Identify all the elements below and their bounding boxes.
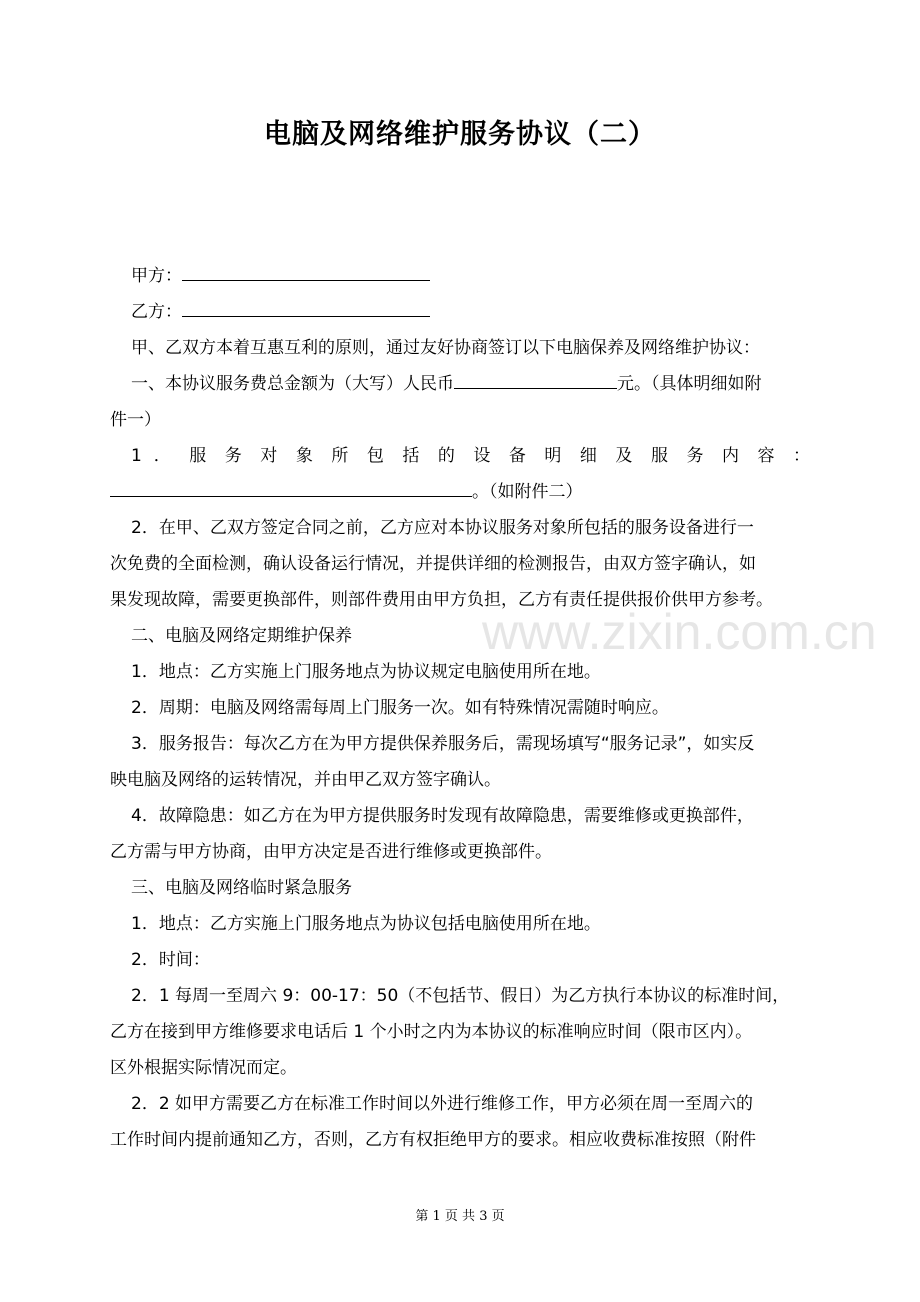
watermark: www.zixin.com.cn [482,604,877,660]
section-3-heading: 三、电脑及网络临时紧急服务 [131,878,352,898]
document-body [110,258,810,1158]
party-b-blank [182,299,430,317]
party-a-blank [182,263,430,281]
item-2-line-3: 果发现故障，需要更换部件，则部件费用由甲方负担，乙方有责任提供报价供甲方参考。 [110,590,773,610]
party-b-label: 乙方： [131,302,182,322]
section-1-suffix: 元。（具体明细如附 [617,374,762,394]
section-2-point-4-line-1: 4．故障隐患：如乙方在为甲方提供服务时发现有故障隐患，需要维修或更换部件， [131,806,754,826]
document-title: 电脑及网络维护服务协议（二） [264,119,656,150]
item-2-line-1: 2．在甲、乙双方签定合同之前，乙方应对本协议服务对象所包括的服务设备进行一 [131,518,754,538]
section-3-point-2-2-line-2: 工作时间内提前通知乙方，否则，乙方有权拒绝甲方的要求。相应收费标准按照（附件 [110,1130,756,1150]
section-1-continuation: 件一） [110,410,161,430]
section-2-point-2: 2．周期：电脑及网络需每周上门服务一次。如有特殊情况需随时响应。 [131,698,669,718]
party-b-line [110,294,810,330]
section-2-point-3-line-1: 3．服务报告：每次乙方在为甲方提供保养服务后，需现场填写“服务记录”，如实反 [131,734,755,754]
section-3-point-2-1-line-3: 区外根据实际情况而定。 [110,1058,297,1078]
party-a-label: 甲方： [131,266,182,286]
section-2-point-4-line-2: 乙方需与甲方协商，由甲方决定是否进行维修或更换部件。 [110,842,552,862]
section-1-line [110,366,810,402]
item-1-blank-line [110,474,810,510]
item-1-blank [110,479,472,497]
item-2-line-2: 次免费的全面检测，确认设备运行情况，并提供详细的检测报告，由双方签字确认，如 [110,554,756,574]
item-1-suffix: 。（如附件二） [472,482,583,502]
amount-blank [454,371,617,389]
section-2-point-1: 1．地点：乙方实施上门服务地点为协议规定电脑使用所在地。 [131,662,601,682]
section-2-point-3-line-2: 映电脑及网络的运转情况，并由甲乙双方签字确认。 [110,770,501,790]
section-3-point-2-2-line-1: 2．2 如甲方需要乙方在标准工作时间以外进行维修工作，甲方必须在周一至周六的 [131,1094,754,1114]
section-3-point-2-1-line-1: 2．1 每周一至周六 9：00-17：50（不包括节、假日）为乙方执行本协议的标准时间， [131,986,790,1006]
section-3-point-2-1-line-2: 乙方在接到甲方维修要求电话后 1 个小时之内为本协议的标准响应时间（限市区内）。 [110,1022,753,1042]
section-2-heading: 二、电脑及网络定期维护保养 [131,626,352,646]
intro-paragraph: 甲、乙双方本着互惠互利的原则，通过友好协商签订以下电脑保养及网络维护协议： [131,338,760,358]
page-footer: 第 1 页 共 3 页 [415,1209,505,1224]
item-1-label: 1 ． 服 务 对 象 所 包 括 的 设 备 明 细 及 服 务 内 容 ： [131,446,810,466]
party-a-line [110,258,810,294]
section-3-point-1: 1．地点：乙方实施上门服务地点为协议包括电脑使用所在地。 [131,914,601,934]
section-3-point-2: 2．时间： [131,950,210,970]
section-1-prefix: 一、本协议服务费总金额为（大写）人民币 [131,374,454,394]
